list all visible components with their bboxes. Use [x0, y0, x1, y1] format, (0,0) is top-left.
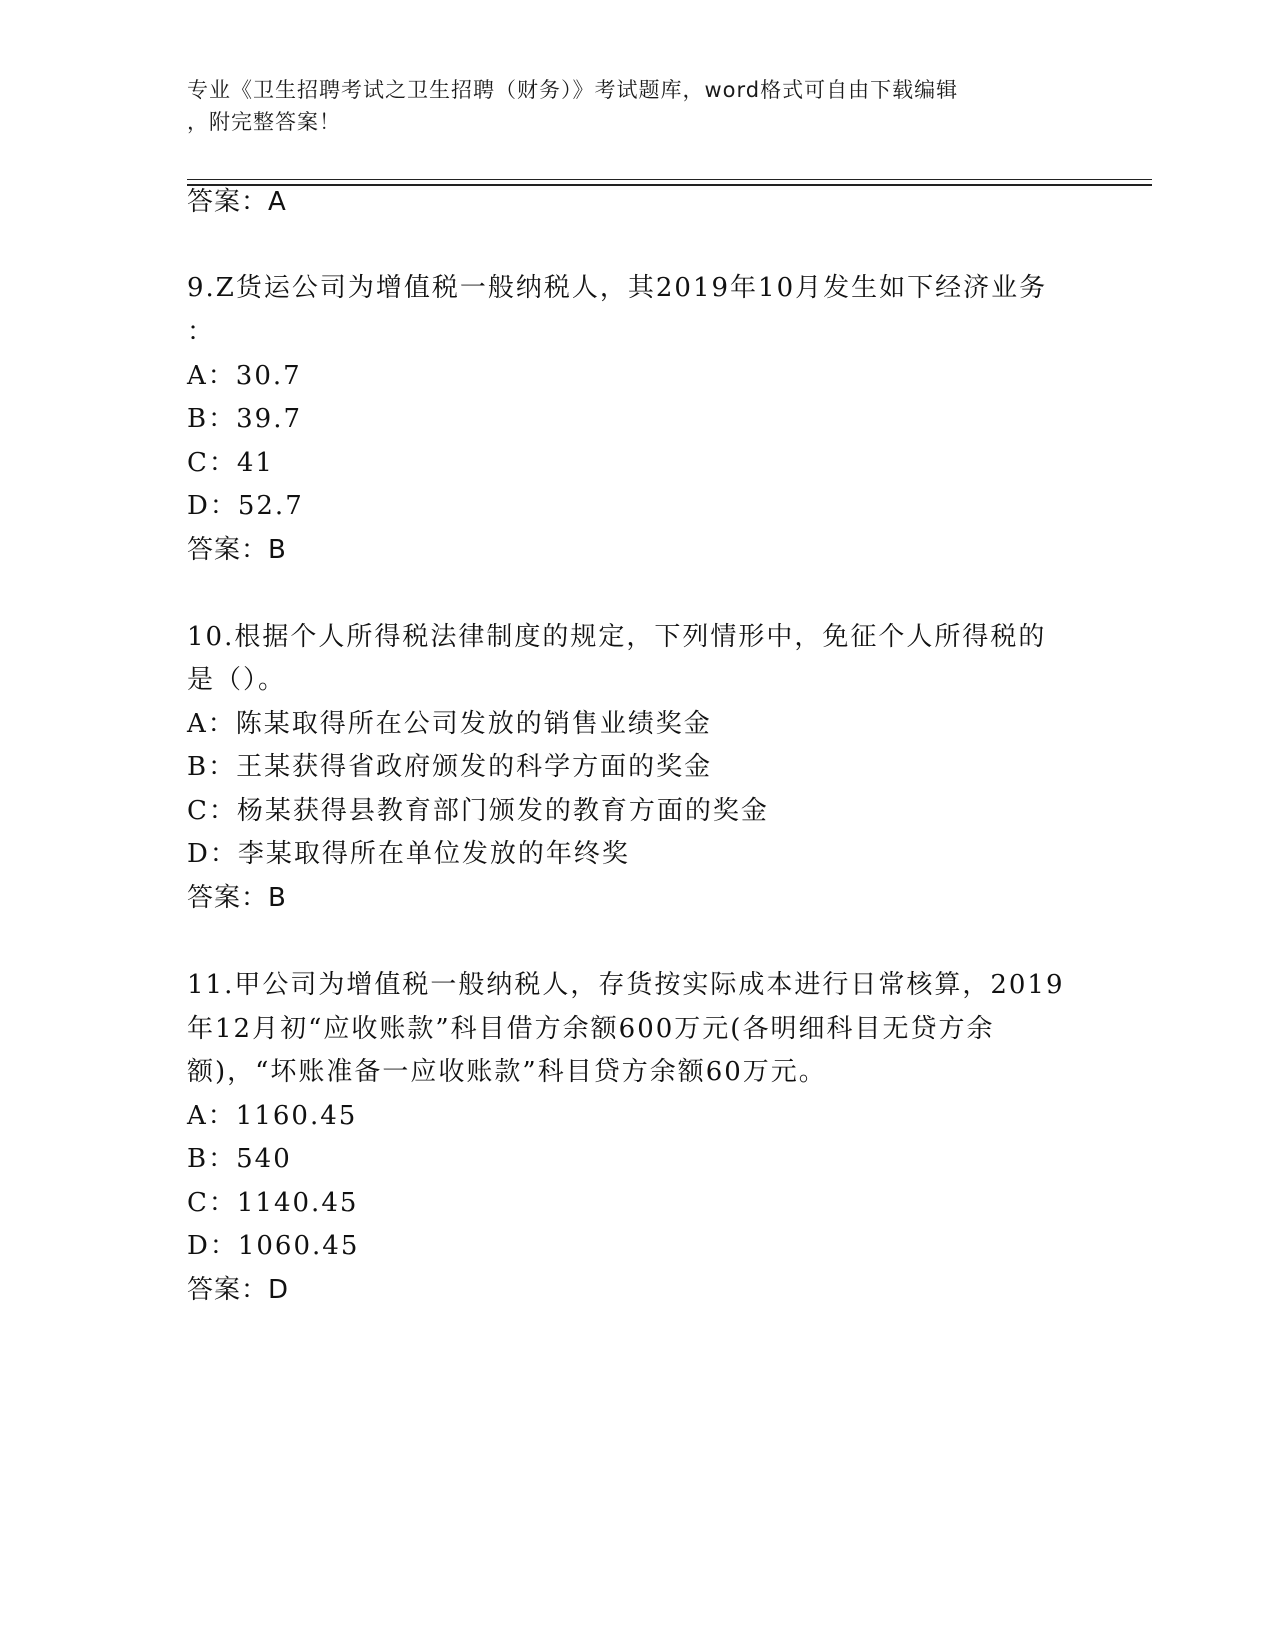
question-9-option-a: A：30.7	[187, 361, 302, 391]
question-9-line-2: ：	[187, 317, 216, 347]
question-10-option-c: C：杨某获得县教育部门颁发的教育方面的奖金	[187, 796, 769, 826]
question-9-line-1: 9.Z货运公司为增值税一般纳税人，其2019年10月发生如下经济业务	[187, 273, 1048, 303]
question-11-line-2: 年12月初“应收账款”科目借方余额600万元(各明细科目无贷方余	[187, 1014, 995, 1044]
question-9-option-b: B：39.7	[187, 404, 302, 434]
question-9-answer: 答案：B	[187, 535, 287, 565]
question-10-line-1: 10.根据个人所得税法律制度的规定，下列情形中，免征个人所得税的	[187, 622, 1047, 652]
question-10-option-b: B：王某获得省政府颁发的科学方面的奖金	[187, 752, 713, 782]
question-10-answer: 答案：B	[187, 883, 287, 913]
question-9-option-c: C：41	[187, 448, 274, 478]
question-9-option-d: D：52.7	[187, 491, 304, 521]
answer-label: 答案：A	[187, 187, 287, 217]
question-11-line-3: 额)，“坏账准备一应收账款”科目贷方余额60万元。	[187, 1057, 827, 1087]
header-divider-bottom	[187, 184, 1152, 186]
question-11-line-1: 11.甲公司为增值税一般纳税人，存货按实际成本进行日常核算，2019	[187, 970, 1065, 1000]
header-divider-top	[187, 179, 1152, 180]
question-11-option-c: C：1140.45	[187, 1188, 359, 1218]
question-10-option-a: A：陈某取得所在公司发放的销售业绩奖金	[187, 709, 712, 739]
question-11-option-a: A：1160.45	[187, 1101, 358, 1131]
question-11-answer: 答案：D	[187, 1275, 290, 1305]
question-11-option-b: B：540	[187, 1144, 292, 1174]
document-header	[187, 74, 1067, 138]
question-11-option-d: D：1060.45	[187, 1231, 360, 1261]
question-10-line-2: 是（）。	[187, 665, 287, 695]
header-line-1: 专业《卫生招聘考试之卫生招聘（财务）》考试题库，word格式可自由下载编辑	[187, 78, 959, 102]
question-10-option-d: D：李某取得所在单位发放的年终奖	[187, 839, 630, 869]
header-line-2: ，附完整答案！	[187, 110, 341, 134]
